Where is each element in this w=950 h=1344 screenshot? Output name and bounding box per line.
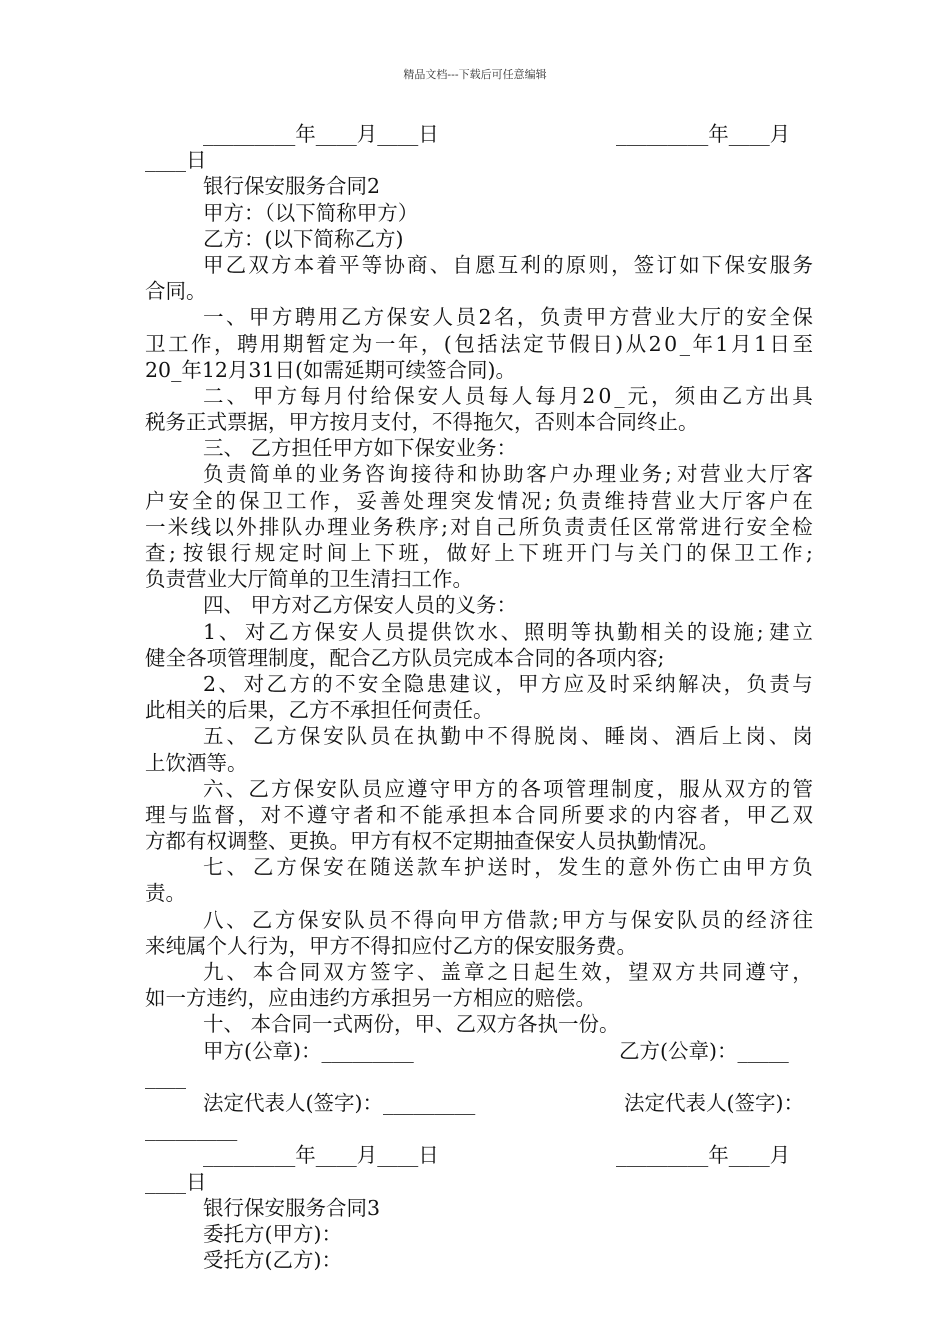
text-line: 三、 乙方担任甲方如下保安业务： bbox=[203, 436, 518, 461]
text-line: 负责营业大厅简单的卫生清扫工作。 bbox=[145, 567, 473, 592]
text-line: 责。 bbox=[145, 881, 186, 906]
text-line: 受托方(乙方)： bbox=[203, 1248, 342, 1273]
left-field: 甲方(公章)：_________ bbox=[203, 1038, 414, 1063]
text-line: 七 、 乙 方 保 安 在 随 送 款 车 护 送 时 ， 发 生 的 意 外 伤 亡 由 甲 方 负 bbox=[203, 855, 813, 880]
text-line: ____ bbox=[145, 1064, 186, 1089]
text-line: 上饮酒等。 bbox=[145, 750, 248, 775]
document-body bbox=[145, 121, 813, 1273]
text-line: 合同。 bbox=[145, 279, 207, 304]
text-line: 一 、 甲 方 聘 用 乙 方 保 安 人 员 2 名 ， 负 责 甲 方 营 业 大 厅 的 安 全 保 bbox=[203, 305, 813, 330]
right-field: 法定代表人(签字)： bbox=[624, 1090, 804, 1115]
signature-date-row bbox=[145, 121, 813, 147]
signature-date-row bbox=[145, 1142, 813, 1168]
text-line: 银行保安服务合同2 bbox=[203, 174, 381, 199]
text-line: 20_年12月31日(如需延期可续签合同)。 bbox=[145, 357, 517, 382]
text-line: 九 、 本 合 同 双 方 签 字 、 盖 章 之 日 起 生 效 ， 望 双 方 共 同 遵 守 ， bbox=[203, 960, 813, 984]
right-field: 乙方(公章)：_____ bbox=[619, 1038, 789, 1063]
text-line: 甲方：（以下简称甲方） bbox=[203, 200, 419, 225]
right-field: _________年____月 bbox=[616, 122, 791, 146]
text-line: 一 米 线 以 外 排 队 办 理 业 务 秩 序 ; 对 自 己 所 负 责 责 任 区 常 常 进 行 安 全 检 bbox=[145, 514, 813, 539]
text-line: 1 、 对 乙 方 保 安 人 员 提 供 饮 水 、 照 明 等 执 勤 相 关 的 设 施 ; 建 立 bbox=[203, 619, 813, 644]
text-line: 银行保安服务合同3 bbox=[203, 1195, 381, 1220]
text-line: 此相关的后果，乙方不承担任何责任。 bbox=[145, 698, 494, 723]
text-line: 六 、 乙 方 保 安 队 员 应 遵 守 甲 方 的 各 项 管 理 制 度 ， 服 从 双 方 的 管 bbox=[203, 776, 813, 801]
left-field: _________年____月____日 bbox=[203, 122, 439, 146]
text-line: 负 责 简 单 的 业 务 咨 询 接 待 和 协 助 客 户 办 理 业 务 ; 对 营 业 大 厅 客 bbox=[203, 462, 813, 487]
text-line: 2 、 对 乙 方 的 不 安 全 隐 患 建 议 ， 甲 方 应 及 时 采 纳 解 决 ， 负 责 与 bbox=[203, 671, 813, 696]
text-line: 查 ; 按 银 行 规 定 时 间 上 下 班 ， 做 好 上 下 班 开 门 与 关 门 的 保 卫 工 作 ; bbox=[145, 541, 813, 565]
text-line: ____日 bbox=[145, 1169, 207, 1194]
text-line: 健全各项管理制度，配合乙方队员完成本合同的各项内容; bbox=[145, 645, 665, 670]
signature-row bbox=[145, 1038, 813, 1064]
text-line: 四、 甲方对乙方保安人员的义务： bbox=[203, 593, 518, 618]
text-line: 委托方(甲方)： bbox=[203, 1221, 342, 1246]
text-line: 如一方违约，应由违约方承担另一方相应的赔偿。 bbox=[145, 986, 596, 1011]
page-header: 精品文档---下载后可任意编辑 bbox=[403, 68, 547, 81]
text-line: 八 、 乙 方 保 安 队 员 不 得 向 甲 方 借 款 ; 甲 方 与 保 安 队 员 的 经 济 往 bbox=[203, 907, 813, 932]
text-line: 乙方：(以下简称乙方) bbox=[203, 226, 404, 251]
text-line: 税务正式票据，甲方按月支付，不得拖欠，否则本合同终止。 bbox=[145, 410, 699, 435]
text-line: 十、 本合同一式两份，甲、乙双方各执一份。 bbox=[203, 1012, 620, 1037]
signature-row bbox=[145, 1090, 813, 1116]
left-field: 法定代表人(签字)：_________ bbox=[203, 1090, 476, 1115]
text-line: 甲 乙 双 方 本 着 平 等 协 商 、 自 愿 互 利 的 原 则 ， 签 订 如 下 保 安 服 务 bbox=[203, 252, 813, 277]
text-line: 来纯属个人行为，甲方不得扣应付乙方的保安服务费。 bbox=[145, 933, 637, 958]
text-line: 方都有权调整、更换。甲方有权不定期抽查保安人员执勤情况。 bbox=[145, 829, 719, 854]
right-field: _________年____月 bbox=[616, 1143, 791, 1168]
text-line: 户 安 全 的 保 卫 工 作 ， 妥 善 处 理 突 发 情 况 ; 负 责 维 持 营 业 大 厅 客 户 在 bbox=[145, 488, 813, 513]
left-field: _________年____月____日 bbox=[203, 1143, 439, 1168]
text-line: _________ bbox=[145, 1117, 238, 1142]
text-line: ____日 bbox=[145, 148, 207, 173]
text-line: 卫 工 作 ， 聘 用 期 暂 定 为 一 年 ， ( 包 括 法 定 节 假 日 ) 从 2 0 _ 年 1 月 1 日 至 bbox=[145, 331, 813, 356]
text-line: 理 与 监 督 ， 对 不 遵 守 者 和 不 能 承 担 本 合 同 所 要 求 的 内 容 者 ， 甲 乙 双 bbox=[145, 802, 813, 827]
text-line: 五 、 乙 方 保 安 队 员 在 执 勤 中 不 得 脱 岗 、 睡 岗 、 酒 后 上 岗 、 岗 bbox=[203, 724, 813, 749]
text-line: 二 、 甲 方 每 月 付 给 保 安 人 员 每 人 每 月 2 0 _ 元 ， 须 由 乙 方 出 具 bbox=[203, 383, 813, 408]
